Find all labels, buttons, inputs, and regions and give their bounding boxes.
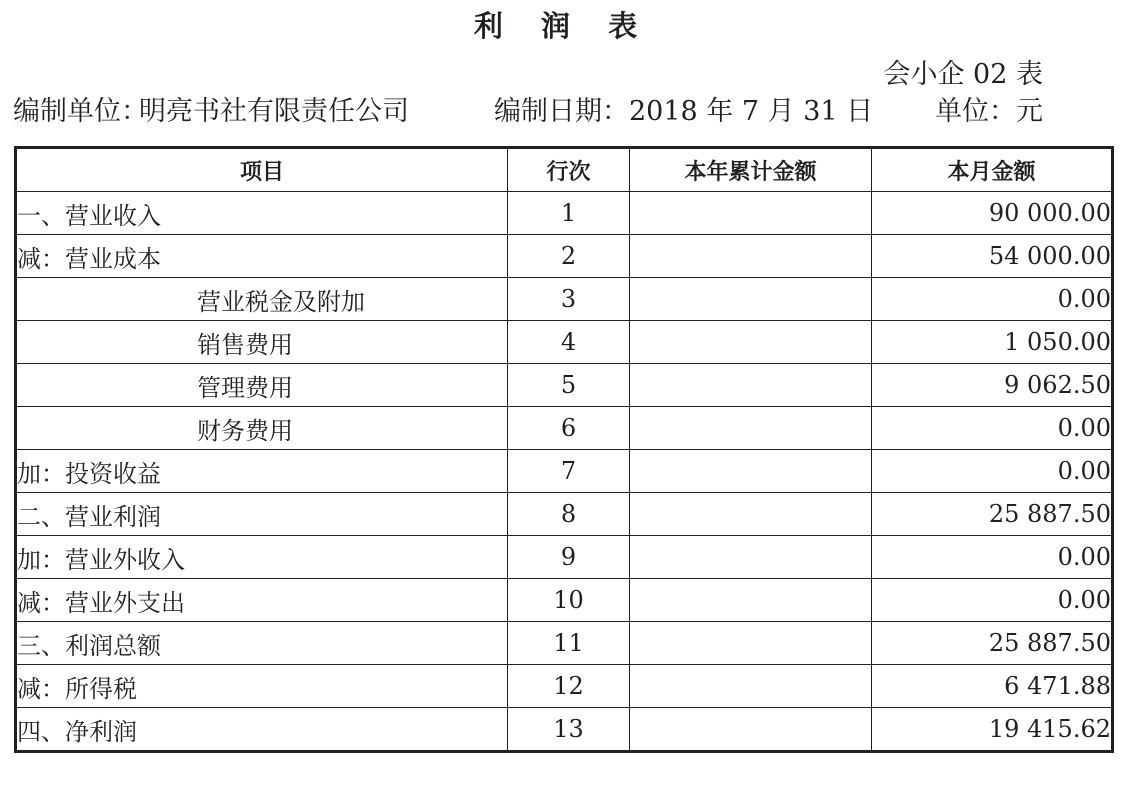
row-ytd-amount [630, 493, 872, 536]
table-row [16, 321, 1113, 364]
table-header-row [16, 148, 1113, 192]
row-month-amount: 0.00 [872, 407, 1113, 450]
table-row [16, 579, 1113, 622]
row-ytd-amount [630, 192, 872, 235]
table-row [16, 665, 1113, 708]
row-item: 加：营业外收入 [16, 536, 508, 579]
table-row [16, 493, 1113, 536]
row-month-amount: 25 887.50 [872, 622, 1113, 665]
row-line-number: 2 [508, 235, 630, 278]
row-item: 财务费用 [16, 407, 508, 450]
row-line-number: 3 [508, 278, 630, 321]
row-ytd-amount [630, 278, 872, 321]
table-row [16, 622, 1113, 665]
row-item: 减：营业外支出 [16, 579, 508, 622]
column-header-item: 项目 [16, 148, 508, 192]
row-line-number: 7 [508, 450, 630, 493]
row-ytd-amount [630, 407, 872, 450]
unit-value: 明亮书社有限责任公司 [139, 96, 409, 127]
row-month-amount: 0.00 [872, 278, 1113, 321]
row-item: 二、营业利润 [16, 493, 508, 536]
row-item: 减：营业成本 [16, 235, 508, 278]
row-item: 减：所得税 [16, 665, 508, 708]
row-ytd-amount [630, 450, 872, 493]
table-row [16, 192, 1113, 235]
row-month-amount: 90 000.00 [872, 192, 1113, 235]
row-month-amount: 9 062.50 [872, 364, 1113, 407]
table-row [16, 407, 1113, 450]
form-number: 会小企 02 表 [883, 59, 1043, 90]
row-ytd-amount [630, 622, 872, 665]
column-header-line: 行次 [508, 148, 630, 192]
row-line-number: 1 [508, 192, 630, 235]
row-month-amount: 54 000.00 [872, 235, 1113, 278]
table-row [16, 235, 1113, 278]
row-ytd-amount [630, 708, 872, 752]
row-line-number: 9 [508, 536, 630, 579]
row-month-amount: 19 415.62 [872, 708, 1113, 752]
row-item: 销售费用 [16, 321, 508, 364]
row-line-number: 12 [508, 665, 630, 708]
row-ytd-amount [630, 536, 872, 579]
income-statement-table [14, 146, 1114, 753]
row-month-amount: 6 471.88 [872, 665, 1113, 708]
column-header-ytd: 本年累计金额 [630, 148, 872, 192]
row-month-amount: 0.00 [872, 450, 1113, 493]
date-label: 编制日期： [494, 96, 629, 127]
report-title: 利 润 表 [473, 9, 652, 43]
row-month-amount: 0.00 [872, 536, 1113, 579]
report-date [494, 89, 873, 128]
row-ytd-amount [630, 364, 872, 407]
row-line-number: 8 [508, 493, 630, 536]
row-ytd-amount [630, 579, 872, 622]
table-row [16, 364, 1113, 407]
table-row [16, 278, 1113, 321]
row-ytd-amount [630, 665, 872, 708]
row-item: 营业税金及附加 [16, 278, 508, 321]
row-item: 管理费用 [16, 364, 508, 407]
report-header-info [13, 89, 1043, 128]
table-row [16, 536, 1113, 579]
table-row [16, 708, 1113, 752]
row-line-number: 13 [508, 708, 630, 752]
date-value: 2018 年 7 月 31 日 [629, 96, 874, 127]
row-line-number: 11 [508, 622, 630, 665]
row-item: 三、利润总额 [16, 622, 508, 665]
currency-unit: 单位：元 [935, 96, 1043, 127]
unit-label: 编制单位： [13, 96, 148, 127]
row-item: 加：投资收益 [16, 450, 508, 493]
row-month-amount: 0.00 [872, 579, 1113, 622]
row-month-amount: 1 050.00 [872, 321, 1113, 364]
row-ytd-amount [630, 321, 872, 364]
row-line-number: 5 [508, 364, 630, 407]
row-line-number: 4 [508, 321, 630, 364]
row-item: 一、营业收入 [16, 192, 508, 235]
row-month-amount: 25 887.50 [872, 493, 1113, 536]
column-header-month: 本月金额 [872, 148, 1113, 192]
row-item: 四、净利润 [16, 708, 508, 752]
row-line-number: 10 [508, 579, 630, 622]
row-line-number: 6 [508, 407, 630, 450]
row-ytd-amount [630, 235, 872, 278]
table-row [16, 450, 1113, 493]
